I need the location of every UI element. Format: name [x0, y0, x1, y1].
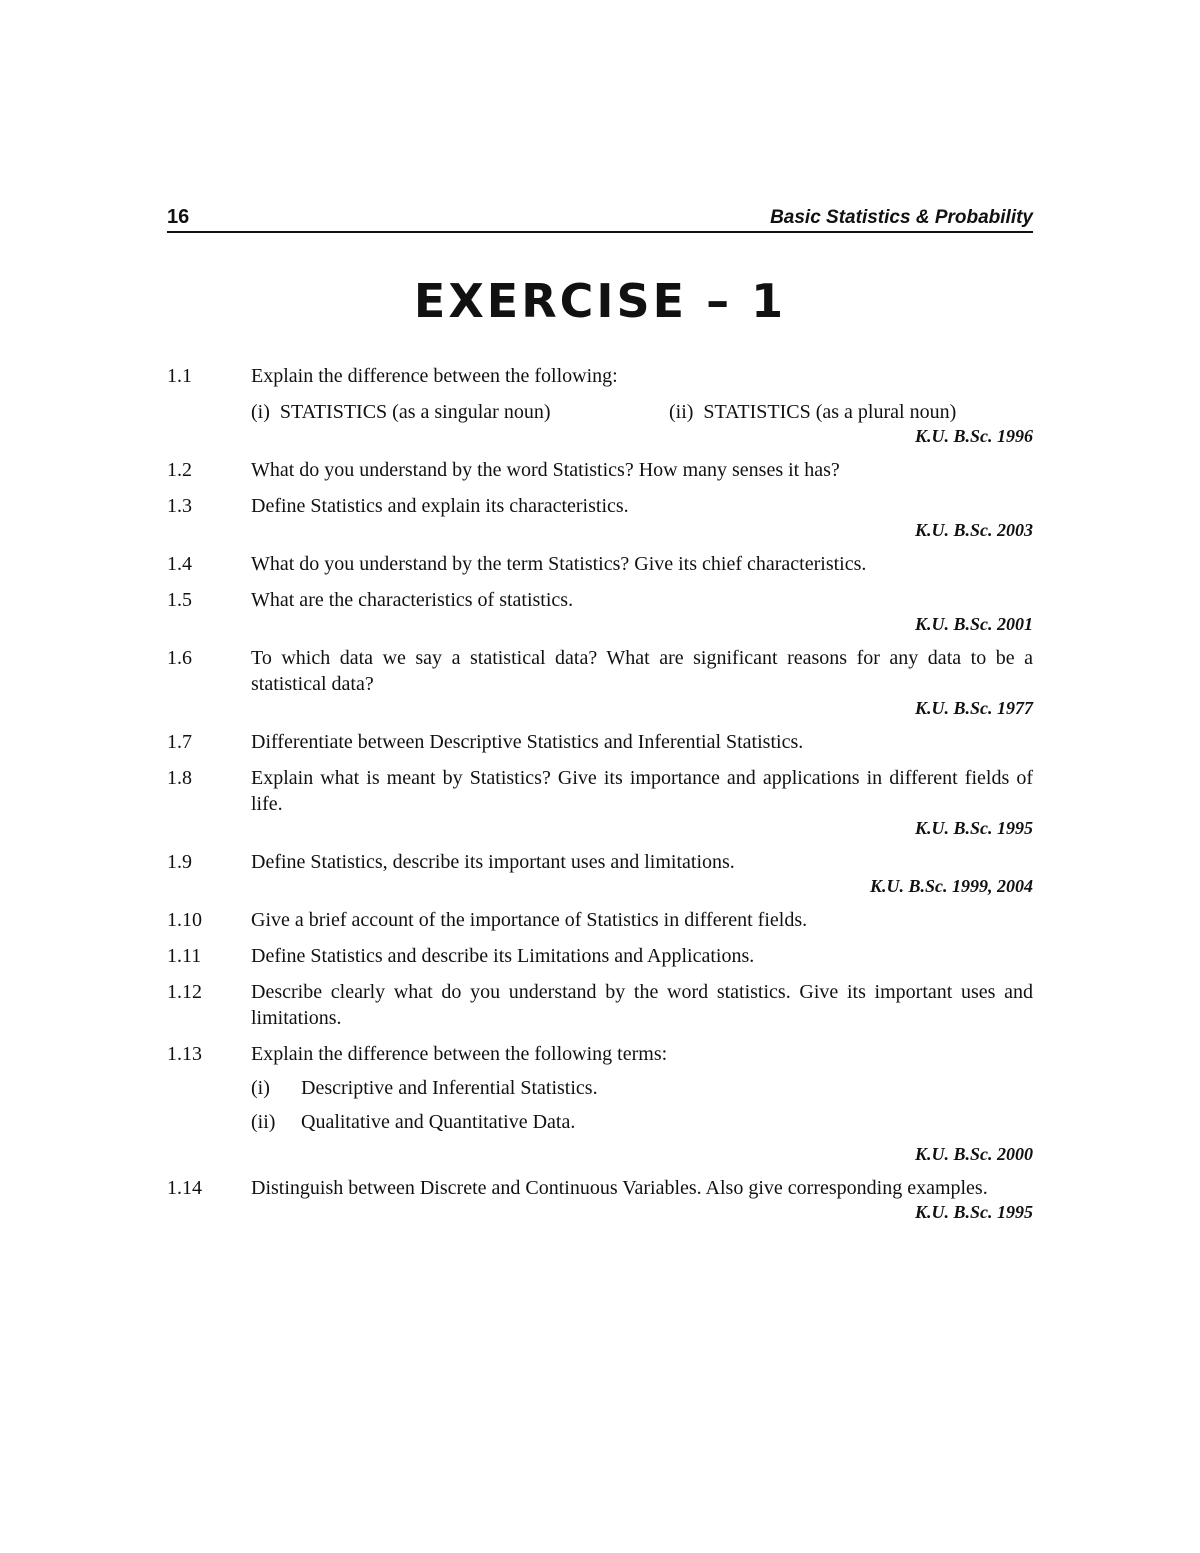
- exam-reference: K.U. B.Sc. 1996: [914, 426, 1033, 446]
- question-number: 1.10: [167, 909, 202, 931]
- question-text: What do you understand by the word Statistics? How many senses it has?: [251, 459, 840, 481]
- question-item: [167, 363, 1033, 447]
- question-number: 1.7: [167, 731, 192, 753]
- exam-reference: K.U. B.Sc. 2000: [914, 1144, 1033, 1164]
- question-number: 1.8: [167, 767, 192, 789]
- sub-item-list: [251, 1075, 1033, 1135]
- question-text: What do you understand by the term Statistics? Give its chief characteristics.: [251, 553, 867, 575]
- question-number: 1.6: [167, 647, 192, 669]
- question-number: 1.14: [167, 1177, 202, 1199]
- question-text: Explain what is meant by Statistics? Give its importance and applications in different fields of life.: [251, 767, 1033, 815]
- page-header: [167, 205, 1033, 233]
- question-text: Define Statistics and describe its Limitations and Applications.: [251, 945, 755, 967]
- question-item: [167, 979, 1033, 1031]
- page: [167, 205, 1033, 1233]
- question-text: Give a brief account of the importance of Statistics in different fields.: [251, 909, 808, 931]
- sub-item: [251, 1075, 1033, 1101]
- question-number: 1.12: [167, 981, 202, 1003]
- question-text: Define Statistics, describe its important uses and limitations.: [251, 851, 735, 873]
- question-number: 1.13: [167, 1043, 202, 1065]
- sub-item-text: Qualitative and Quantitative Data.: [301, 1111, 576, 1133]
- exam-reference: K.U. B.Sc. 1995: [914, 818, 1033, 838]
- question-number: 1.4: [167, 553, 192, 575]
- question-number: 1.5: [167, 589, 192, 611]
- question-list: [167, 363, 1033, 1223]
- question-text: Explain the difference between the following terms:: [251, 1043, 668, 1065]
- running-head: Basic Statistics & Probability: [770, 207, 1033, 228]
- sub-item-label: (i): [251, 1077, 270, 1099]
- question-item: [167, 765, 1033, 839]
- question-number: 1.3: [167, 495, 192, 517]
- inline-sub-items: [251, 399, 1033, 425]
- question-item: [167, 645, 1033, 719]
- exam-reference: K.U. B.Sc. 1977: [914, 698, 1033, 718]
- page-number: 16: [167, 206, 190, 228]
- question-item: [167, 1175, 1033, 1223]
- question-item: [167, 493, 1033, 541]
- sub-item: [251, 1109, 1033, 1135]
- question-item: [167, 943, 1033, 969]
- question-item: [167, 587, 1033, 635]
- sub-item: (ii) STATISTICS (as a plural noun): [669, 401, 957, 423]
- question-item: [167, 729, 1033, 755]
- exam-reference: K.U. B.Sc. 1999, 2004: [869, 876, 1033, 896]
- exam-reference: K.U. B.Sc. 2001: [914, 614, 1033, 634]
- exam-reference: K.U. B.Sc. 2003: [914, 520, 1033, 540]
- question-text: Describe clearly what do you understand by the word statistics. Give its important uses and limitations.: [251, 981, 1033, 1029]
- question-item: [167, 551, 1033, 577]
- question-number: 1.1: [167, 365, 192, 387]
- sub-item-text: Descriptive and Inferential Statistics.: [301, 1077, 598, 1099]
- question-text: Differentiate between Descriptive Statistics and Inferential Statistics.: [251, 731, 804, 753]
- exam-reference: K.U. B.Sc. 1995: [914, 1202, 1033, 1222]
- question-text: What are the characteristics of statistics.: [251, 589, 574, 611]
- question-text: To which data we say a statistical data? What are significant reasons for any data to be a statistical data?: [251, 647, 1033, 695]
- sub-item-label: (ii): [251, 1111, 276, 1133]
- question-number: 1.11: [167, 945, 202, 967]
- question-number: 1.2: [167, 459, 192, 481]
- sub-item: (i) STATISTICS (as a singular noun): [251, 401, 551, 423]
- question-item: [167, 1041, 1033, 1165]
- question-text: Explain the difference between the following:: [251, 365, 618, 387]
- exercise-title: EXERCISE – 1: [413, 274, 787, 328]
- question-text: Define Statistics and explain its characteristics.: [251, 495, 629, 517]
- question-item: [167, 849, 1033, 897]
- question-number: 1.9: [167, 851, 192, 873]
- question-item: [167, 907, 1033, 933]
- question-text: Distinguish between Discrete and Continuous Variables. Also give corresponding examples.: [251, 1177, 988, 1199]
- question-item: [167, 457, 1033, 483]
